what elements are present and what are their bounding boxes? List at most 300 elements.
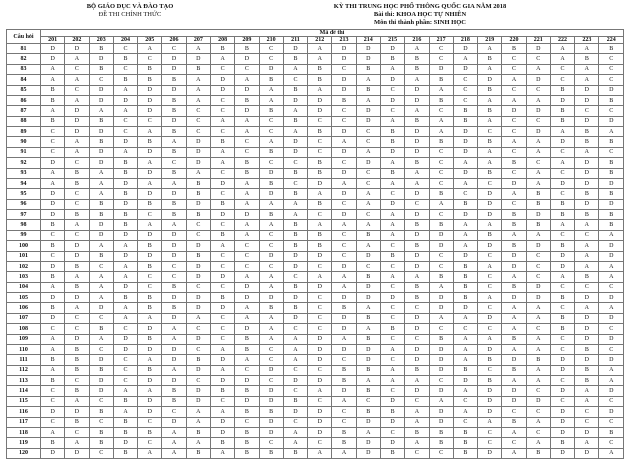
answer-cell: A	[478, 116, 502, 126]
answer-cell: A	[308, 272, 332, 282]
answer-cell: D	[550, 95, 574, 105]
exam-title-block	[300, 3, 540, 27]
answer-cell: D	[308, 178, 332, 188]
answer-cell: A	[356, 427, 380, 437]
answer-cell: A	[526, 417, 550, 427]
answer-cell: A	[41, 168, 65, 178]
answer-cell: A	[526, 147, 550, 157]
answer-cell: D	[138, 324, 162, 334]
answer-cell: B	[138, 261, 162, 271]
answer-cell: A	[405, 376, 429, 386]
answer-cell: D	[599, 178, 624, 188]
answer-cell: A	[283, 127, 307, 137]
answer-cell: D	[186, 261, 210, 271]
answer-cell: B	[429, 272, 453, 282]
answer-cell: D	[259, 417, 283, 427]
answer-cell: B	[429, 334, 453, 344]
answer-cell: D	[186, 241, 210, 251]
answer-cell: A	[210, 448, 234, 458]
answer-cell: A	[89, 272, 113, 282]
answer-cell: B	[113, 189, 137, 199]
answer-cell: B	[526, 199, 550, 209]
answer-cell: A	[599, 261, 624, 271]
answer-cell: A	[308, 54, 332, 64]
answer-cell: B	[162, 303, 186, 313]
answer-cell: A	[380, 272, 404, 282]
answer-cell: B	[502, 282, 526, 292]
answer-cell: C	[599, 344, 624, 354]
answer-cell: D	[599, 199, 624, 209]
answer-cell: D	[186, 199, 210, 209]
answer-cell: D	[162, 116, 186, 126]
answer-cell: A	[429, 396, 453, 406]
answer-cell: C	[332, 251, 356, 261]
answer-cell: C	[453, 189, 477, 199]
answer-cell: A	[332, 396, 356, 406]
answer-cell: D	[332, 127, 356, 137]
answer-cell: A	[259, 220, 283, 230]
answer-cell: D	[453, 210, 477, 220]
answer-cell: B	[478, 54, 502, 64]
answer-cell: A	[478, 293, 502, 303]
answer-cell: C	[308, 147, 332, 157]
answer-cell: C	[235, 417, 259, 427]
answer-cell: D	[41, 54, 65, 64]
answer-cell: D	[41, 293, 65, 303]
answer-cell: B	[162, 127, 186, 137]
answer-cell: A	[429, 199, 453, 209]
answer-cell: C	[550, 303, 574, 313]
answer-cell: A	[380, 116, 404, 126]
answer-cell: A	[259, 85, 283, 95]
answer-cell: B	[599, 158, 624, 168]
answer-cell: D	[162, 417, 186, 427]
answer-cell: C	[65, 64, 89, 74]
answer-cell: A	[453, 344, 477, 354]
answer-cell: A	[356, 241, 380, 251]
answer-cell: C	[259, 355, 283, 365]
answer-cell: B	[89, 438, 113, 448]
answer-cell: D	[453, 376, 477, 386]
answer-cell: D	[138, 376, 162, 386]
answer-cell: C	[41, 251, 65, 261]
answer-cell: C	[41, 147, 65, 157]
exam-code-cell: 214	[356, 37, 380, 44]
answer-cell: D	[186, 272, 210, 282]
answer-cell: D	[405, 95, 429, 105]
answer-cell: A	[550, 54, 574, 64]
answer-cell: D	[405, 261, 429, 271]
answer-cell: D	[235, 396, 259, 406]
answer-cell: B	[502, 158, 526, 168]
answer-cell: D	[210, 272, 234, 282]
answer-cell: D	[356, 106, 380, 116]
answer-cell: B	[502, 334, 526, 344]
answer-cell: C	[65, 85, 89, 95]
answer-cell: D	[89, 376, 113, 386]
answer-cell: D	[283, 376, 307, 386]
answer-cell: A	[113, 241, 137, 251]
answer-cell: C	[186, 127, 210, 137]
answer-cell: A	[380, 158, 404, 168]
answer-cell: C	[599, 438, 624, 448]
answer-cell: D	[599, 407, 624, 417]
answer-cell: D	[259, 189, 283, 199]
answer-cell: B	[380, 137, 404, 147]
answer-cell: A	[89, 282, 113, 292]
answer-cell: D	[332, 168, 356, 178]
answer-cell: A	[138, 178, 162, 188]
answer-cell: A	[599, 127, 624, 137]
answer-cell: A	[113, 272, 137, 282]
answer-cell: D	[405, 344, 429, 354]
answer-cell: B	[550, 106, 574, 116]
answer-cell: A	[235, 303, 259, 313]
answer-cell: B	[575, 365, 599, 375]
question-number-cell: 110	[7, 344, 41, 354]
answer-cell: D	[453, 303, 477, 313]
answer-cell: B	[259, 75, 283, 85]
table-row	[7, 282, 624, 292]
answer-cell: B	[575, 272, 599, 282]
answer-cell: A	[526, 95, 550, 105]
question-number-cell: 116	[7, 407, 41, 417]
answer-cell: A	[89, 334, 113, 344]
answer-cell: C	[162, 158, 186, 168]
answer-cell: A	[356, 75, 380, 85]
answer-cell: C	[210, 189, 234, 199]
answer-cell: B	[235, 334, 259, 344]
answer-cell: D	[65, 116, 89, 126]
answer-cell: B	[65, 386, 89, 396]
answer-cell: C	[113, 324, 137, 334]
answer-cell: B	[599, 137, 624, 147]
answer-cell: B	[405, 64, 429, 74]
answer-cell: B	[308, 158, 332, 168]
answer-cell: C	[599, 64, 624, 74]
exam-code-cell: 213	[332, 37, 356, 44]
answer-cell: A	[502, 427, 526, 437]
answer-cell: A	[113, 303, 137, 313]
answer-cell: D	[210, 355, 234, 365]
answer-cell: B	[235, 95, 259, 105]
answer-cell: C	[575, 282, 599, 292]
answer-cell: A	[65, 75, 89, 85]
answer-cell: B	[162, 95, 186, 105]
answer-cell: D	[502, 355, 526, 365]
answer-cell: A	[186, 95, 210, 105]
answer-cell: A	[113, 386, 137, 396]
table-row	[7, 44, 624, 54]
answer-cell: D	[235, 106, 259, 116]
answer-cell: B	[380, 448, 404, 458]
table-row	[7, 178, 624, 188]
answer-cell: C	[308, 438, 332, 448]
answer-cell: B	[65, 210, 89, 220]
answer-cell: B	[356, 230, 380, 240]
answer-cell: A	[478, 44, 502, 54]
answer-cell: A	[41, 75, 65, 85]
table-row	[7, 355, 624, 365]
answer-cell: B	[138, 137, 162, 147]
answer-cell: C	[259, 230, 283, 240]
answer-cell: B	[429, 438, 453, 448]
answer-cell: C	[332, 106, 356, 116]
answer-cell: B	[138, 334, 162, 344]
answer-cell: C	[575, 417, 599, 427]
answer-cell: C	[138, 417, 162, 427]
answer-cell: C	[283, 272, 307, 282]
answer-cell: C	[599, 396, 624, 406]
answer-cell: D	[308, 376, 332, 386]
answer-cell: B	[41, 85, 65, 95]
answer-cell: C	[405, 334, 429, 344]
table-row	[7, 396, 624, 406]
answer-cell: D	[65, 334, 89, 344]
answer-cell: C	[210, 127, 234, 137]
answer-cell: C	[550, 75, 574, 85]
answer-cell: A	[502, 313, 526, 323]
answer-cell: B	[89, 365, 113, 375]
answer-cell: C	[526, 158, 550, 168]
answer-cell: A	[453, 313, 477, 323]
answer-cell: B	[308, 127, 332, 137]
answer-cell: D	[138, 230, 162, 240]
answer-cell: C	[41, 417, 65, 427]
exam-code-cell: 212	[308, 37, 332, 44]
answer-cell: A	[41, 344, 65, 354]
answer-cell: D	[356, 54, 380, 64]
answer-cell: C	[575, 407, 599, 417]
table-row	[7, 147, 624, 157]
answer-cell: B	[186, 251, 210, 261]
answer-cell: A	[478, 64, 502, 74]
answer-cell: D	[210, 427, 234, 437]
answer-cell: A	[356, 189, 380, 199]
answer-cell: D	[162, 85, 186, 95]
answer-cell: C	[526, 427, 550, 437]
question-number-cell: 107	[7, 313, 41, 323]
answer-cell: A	[526, 168, 550, 178]
answer-cell: C	[89, 448, 113, 458]
answer-cell: C	[478, 324, 502, 334]
answer-cell: A	[502, 324, 526, 334]
answer-cell: C	[550, 282, 574, 292]
answer-cell: C	[308, 137, 332, 147]
answer-cell: C	[429, 324, 453, 334]
answer-cell: C	[380, 261, 404, 271]
answer-cell: D	[235, 376, 259, 386]
answer-cell: C	[235, 261, 259, 271]
answer-cell: C	[526, 251, 550, 261]
answer-cell: B	[356, 407, 380, 417]
answer-cell: C	[332, 158, 356, 168]
answer-cell: A	[429, 282, 453, 292]
answer-cell: A	[235, 230, 259, 240]
answer-cell: D	[308, 344, 332, 354]
table-row	[7, 158, 624, 168]
ministry-block	[50, 3, 210, 19]
table-row	[7, 334, 624, 344]
answer-cell: C	[283, 365, 307, 375]
answer-cell: D	[65, 448, 89, 458]
answer-cell: C	[405, 396, 429, 406]
answer-cell: A	[332, 272, 356, 282]
answer-cell: B	[113, 210, 137, 220]
answer-cell: B	[599, 210, 624, 220]
question-number-cell: 118	[7, 427, 41, 437]
answer-cell: A	[259, 324, 283, 334]
answer-cell: B	[550, 85, 574, 95]
answer-cell: D	[429, 64, 453, 74]
answer-cell: B	[113, 448, 137, 458]
answer-cell: C	[380, 241, 404, 251]
answer-cell: A	[259, 199, 283, 209]
answer-cell: B	[478, 137, 502, 147]
answer-cell: D	[332, 85, 356, 95]
answer-cell: D	[453, 168, 477, 178]
answer-cell: B	[429, 220, 453, 230]
answer-cell: C	[41, 137, 65, 147]
answer-cell: A	[380, 64, 404, 74]
question-number-cell: 92	[7, 158, 41, 168]
answer-cell: B	[478, 168, 502, 178]
question-number-cell: 109	[7, 334, 41, 344]
answer-cell: C	[380, 106, 404, 116]
question-number-cell: 106	[7, 303, 41, 313]
answer-cell: D	[356, 448, 380, 458]
answer-cell: D	[113, 95, 137, 105]
table-row	[7, 137, 624, 147]
answer-cell: A	[599, 365, 624, 375]
table-row	[7, 199, 624, 209]
answer-cell: D	[113, 178, 137, 188]
answer-cell: A	[526, 64, 550, 74]
answer-cell: B	[283, 241, 307, 251]
answer-cell: A	[41, 282, 65, 292]
answer-cell: B	[332, 438, 356, 448]
answer-cell: A	[380, 344, 404, 354]
answer-cell: A	[210, 344, 234, 354]
table-row	[7, 230, 624, 240]
answer-cell: D	[380, 438, 404, 448]
answer-cell: C	[453, 396, 477, 406]
table-row	[7, 344, 624, 354]
question-number-cell: 100	[7, 241, 41, 251]
answer-cell: B	[502, 417, 526, 427]
answer-cell: B	[453, 261, 477, 271]
answer-cell: C	[89, 417, 113, 427]
answer-cell: B	[478, 376, 502, 386]
answer-cell: D	[283, 95, 307, 105]
answer-cell: D	[429, 365, 453, 375]
answer-cell: D	[429, 241, 453, 251]
answer-cell: D	[429, 417, 453, 427]
answer-cell: C	[308, 396, 332, 406]
answer-cell: D	[575, 313, 599, 323]
answer-cell: B	[526, 355, 550, 365]
answer-cell: D	[210, 85, 234, 95]
exam-code-cell: 216	[405, 37, 429, 44]
answer-cell: C	[308, 210, 332, 220]
answer-cell: A	[89, 168, 113, 178]
answer-cell: D	[429, 303, 453, 313]
answer-cell: C	[65, 324, 89, 334]
answer-cell: B	[89, 116, 113, 126]
answer-cell: B	[550, 293, 574, 303]
answer-cell: C	[65, 313, 89, 323]
answer-cell: B	[429, 427, 453, 437]
table-row	[7, 127, 624, 137]
answer-cell: A	[186, 438, 210, 448]
answer-cell: A	[550, 220, 574, 230]
answer-cell: A	[453, 355, 477, 365]
answer-cell: B	[162, 282, 186, 292]
answer-cell: B	[162, 147, 186, 157]
answer-cell: C	[526, 407, 550, 417]
answer-cell: D	[210, 210, 234, 220]
answer-cell: B	[89, 64, 113, 74]
answer-cell: D	[138, 168, 162, 178]
answer-cell: D	[186, 147, 210, 157]
answer-cell: D	[162, 241, 186, 251]
answer-cell: B	[138, 365, 162, 375]
answer-cell: C	[599, 147, 624, 157]
question-number-cell: 102	[7, 261, 41, 271]
answer-cell: B	[210, 199, 234, 209]
answer-cell: C	[308, 324, 332, 334]
answer-cell: D	[235, 85, 259, 95]
answer-cell: A	[162, 427, 186, 437]
answer-cell: C	[478, 127, 502, 137]
answer-cell: B	[526, 448, 550, 458]
answer-cell: D	[113, 251, 137, 261]
answer-cell: A	[210, 407, 234, 417]
answer-cell: D	[575, 293, 599, 303]
question-number-cell: 108	[7, 324, 41, 334]
answer-cell: C	[186, 344, 210, 354]
answer-cell: B	[89, 427, 113, 437]
answer-cell: A	[380, 230, 404, 240]
answer-cell: B	[210, 137, 234, 147]
answer-cell: D	[259, 293, 283, 303]
answer-cell: B	[186, 189, 210, 199]
answer-cell: B	[599, 220, 624, 230]
answer-cell: C	[405, 199, 429, 209]
answer-cell: D	[405, 127, 429, 137]
answer-cell: A	[89, 189, 113, 199]
answer-cell: D	[550, 386, 574, 396]
answer-cell: A	[65, 438, 89, 448]
answer-cell: C	[186, 376, 210, 386]
answer-cell: A	[599, 230, 624, 240]
answer-cell: A	[138, 313, 162, 323]
answer-cell: C	[283, 324, 307, 334]
question-number-cell: 85	[7, 85, 41, 95]
answer-cell: D	[429, 386, 453, 396]
answer-cell: D	[113, 282, 137, 292]
answer-cell: A	[429, 116, 453, 126]
answer-cell: C	[502, 199, 526, 209]
answer-cell: A	[502, 137, 526, 147]
answer-cell: D	[89, 85, 113, 95]
answer-cell: B	[235, 44, 259, 54]
answer-cell: B	[138, 75, 162, 85]
answer-cell: C	[356, 178, 380, 188]
answer-cell: B	[259, 147, 283, 157]
answer-cell: C	[235, 64, 259, 74]
answer-cell: D	[575, 324, 599, 334]
